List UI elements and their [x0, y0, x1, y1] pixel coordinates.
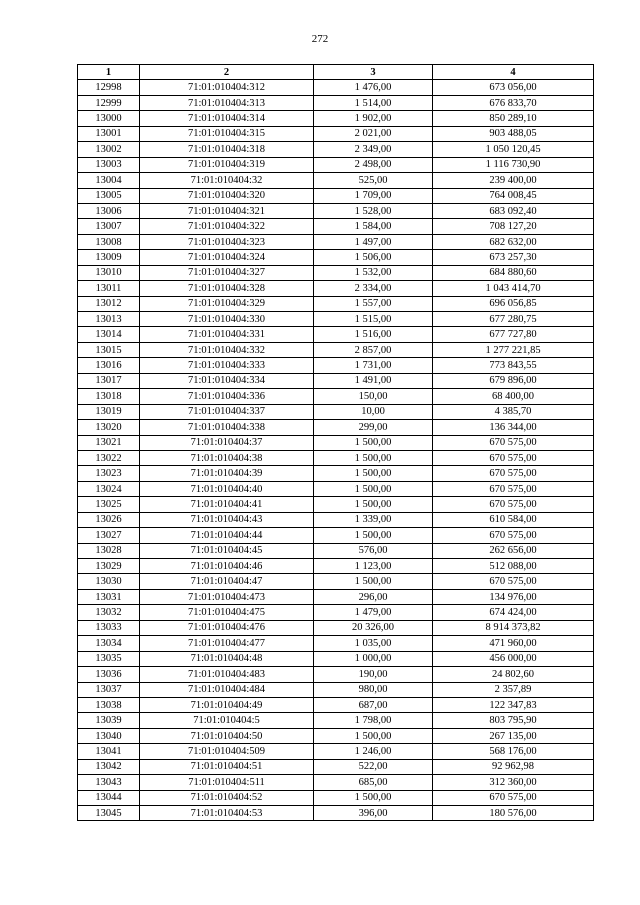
cadastral-value-cell: 122 347,83: [433, 697, 594, 712]
row-number-cell: 13020: [78, 420, 140, 435]
cadastral-number-cell: 71:01:010404:38: [140, 450, 314, 465]
cadastral-value-cell: 24 802,60: [433, 667, 594, 682]
row-number-cell: 13021: [78, 435, 140, 450]
area-cell: 396,00: [314, 806, 433, 821]
cadastral-value-cell: 471 960,00: [433, 636, 594, 651]
row-number-cell: 13017: [78, 373, 140, 388]
table-row: [78, 512, 594, 527]
cadastral-value-cell: 708 127,20: [433, 219, 594, 234]
cadastral-number-cell: 71:01:010404:315: [140, 126, 314, 141]
cadastral-number-cell: 71:01:010404:5: [140, 713, 314, 728]
header-row: [78, 65, 594, 80]
cadastral-number-cell: 71:01:010404:324: [140, 250, 314, 265]
area-cell: 687,00: [314, 697, 433, 712]
area-cell: 150,00: [314, 389, 433, 404]
cadastral-number-cell: 71:01:010404:41: [140, 497, 314, 512]
row-number-cell: 13037: [78, 682, 140, 697]
cadastral-value-cell: 92 962,98: [433, 759, 594, 774]
cadastral-number-cell: 71:01:010404:320: [140, 188, 314, 203]
cadastral-value-cell: 696 056,85: [433, 296, 594, 311]
area-cell: 1 798,00: [314, 713, 433, 728]
row-number-cell: 13028: [78, 543, 140, 558]
cadastral-value-cell: 684 880,60: [433, 265, 594, 280]
table-row: [78, 80, 594, 95]
cadastral-number-cell: 71:01:010404:39: [140, 466, 314, 481]
table-row: [78, 528, 594, 543]
row-number-cell: 13000: [78, 111, 140, 126]
table-row: [78, 636, 594, 651]
cadastral-value-cell: 68 400,00: [433, 389, 594, 404]
row-number-cell: 13005: [78, 188, 140, 203]
row-number-cell: 13043: [78, 775, 140, 790]
table-row: [78, 281, 594, 296]
area-cell: 1 500,00: [314, 728, 433, 743]
table-row: [78, 481, 594, 496]
area-cell: 1 902,00: [314, 111, 433, 126]
cadastral-number-cell: 71:01:010404:48: [140, 651, 314, 666]
cadastral-value-cell: 239 400,00: [433, 173, 594, 188]
cadastral-value-cell: 670 575,00: [433, 450, 594, 465]
cadastral-value-cell: 136 344,00: [433, 420, 594, 435]
area-cell: 1 532,00: [314, 265, 433, 280]
area-cell: 1 500,00: [314, 435, 433, 450]
table-row: [78, 126, 594, 141]
cadastral-number-cell: 71:01:010404:332: [140, 342, 314, 357]
row-number-cell: 13003: [78, 157, 140, 172]
row-number-cell: 13044: [78, 790, 140, 805]
area-cell: 1 500,00: [314, 481, 433, 496]
cadastral-value-cell: 673 056,00: [433, 80, 594, 95]
cadastral-number-cell: 71:01:010404:327: [140, 265, 314, 280]
cadastral-number-cell: 71:01:010404:483: [140, 667, 314, 682]
area-cell: 1 476,00: [314, 80, 433, 95]
area-cell: 1 035,00: [314, 636, 433, 651]
area-cell: 2 349,00: [314, 142, 433, 157]
area-cell: 1 515,00: [314, 312, 433, 327]
area-cell: 190,00: [314, 667, 433, 682]
cadastral-value-cell: 677 280,75: [433, 312, 594, 327]
table-row: [78, 435, 594, 450]
area-cell: 1 731,00: [314, 358, 433, 373]
cadastral-value-cell: 677 727,80: [433, 327, 594, 342]
table-row: [78, 95, 594, 110]
cadastral-value-cell: 670 575,00: [433, 528, 594, 543]
area-cell: 20 326,00: [314, 620, 433, 635]
area-cell: 1 584,00: [314, 219, 433, 234]
row-number-cell: 13002: [78, 142, 140, 157]
cadastral-value-cell: 512 088,00: [433, 559, 594, 574]
row-number-cell: 13001: [78, 126, 140, 141]
table-row: [78, 697, 594, 712]
cadastral-value-cell: 568 176,00: [433, 744, 594, 759]
area-cell: 1 557,00: [314, 296, 433, 311]
table-row: [78, 589, 594, 604]
table-row: [78, 142, 594, 157]
row-number-cell: 13038: [78, 697, 140, 712]
row-number-cell: 13007: [78, 219, 140, 234]
table-row: [78, 373, 594, 388]
cadastral-number-cell: 71:01:010404:328: [140, 281, 314, 296]
cadastral-number-cell: 71:01:010404:333: [140, 358, 314, 373]
column-header-3: 3: [314, 65, 433, 80]
table-row: [78, 265, 594, 280]
cadastral-number-cell: 71:01:010404:49: [140, 697, 314, 712]
cadastral-number-cell: 71:01:010404:45: [140, 543, 314, 558]
area-cell: 980,00: [314, 682, 433, 697]
cadastral-number-cell: 71:01:010404:336: [140, 389, 314, 404]
row-number-cell: 13008: [78, 234, 140, 249]
cadastral-number-cell: 71:01:010404:37: [140, 435, 314, 450]
table-row: [78, 420, 594, 435]
cadastral-value-cell: 670 575,00: [433, 790, 594, 805]
cadastral-number-cell: 71:01:010404:318: [140, 142, 314, 157]
cadastral-number-cell: 71:01:010404:338: [140, 420, 314, 435]
cadastral-value-cell: 670 575,00: [433, 435, 594, 450]
area-cell: 1 123,00: [314, 559, 433, 574]
table-row: [78, 543, 594, 558]
cadastral-value-cell: 670 575,00: [433, 574, 594, 589]
row-number-cell: 13030: [78, 574, 140, 589]
cadastral-value-cell: 679 896,00: [433, 373, 594, 388]
cadastral-value-cell: 683 092,40: [433, 203, 594, 218]
area-cell: 1 500,00: [314, 528, 433, 543]
area-cell: 1 500,00: [314, 450, 433, 465]
area-cell: 522,00: [314, 759, 433, 774]
row-number-cell: 13035: [78, 651, 140, 666]
cadastral-number-cell: 71:01:010404:40: [140, 481, 314, 496]
cadastral-number-cell: 71:01:010404:46: [140, 559, 314, 574]
table-row: [78, 790, 594, 805]
table-row: [78, 203, 594, 218]
row-number-cell: 13004: [78, 173, 140, 188]
table-row: [78, 574, 594, 589]
row-number-cell: 13011: [78, 281, 140, 296]
row-number-cell: 13033: [78, 620, 140, 635]
table-row: [78, 173, 594, 188]
table-row: [78, 296, 594, 311]
cadastral-value-cell: 267 135,00: [433, 728, 594, 743]
area-cell: 1 709,00: [314, 188, 433, 203]
row-number-cell: 13019: [78, 404, 140, 419]
table-row: [78, 759, 594, 774]
row-number-cell: 13040: [78, 728, 140, 743]
area-cell: 1 500,00: [314, 574, 433, 589]
cadastral-value-cell: 456 000,00: [433, 651, 594, 666]
cadastral-value-cell: 4 385,70: [433, 404, 594, 419]
table-row: [78, 559, 594, 574]
area-cell: 1 516,00: [314, 327, 433, 342]
table-row: [78, 342, 594, 357]
cadastral-number-cell: 71:01:010404:32: [140, 173, 314, 188]
cadastral-number-cell: 71:01:010404:314: [140, 111, 314, 126]
row-number-cell: 13029: [78, 559, 140, 574]
row-number-cell: 13031: [78, 589, 140, 604]
area-cell: 685,00: [314, 775, 433, 790]
column-header-1: 1: [78, 65, 140, 80]
cadastral-number-cell: 71:01:010404:50: [140, 728, 314, 743]
cadastral-value-cell: 1 043 414,70: [433, 281, 594, 296]
row-number-cell: 12999: [78, 95, 140, 110]
cadastral-value-cell: 610 584,00: [433, 512, 594, 527]
row-number-cell: 13006: [78, 203, 140, 218]
row-number-cell: 13041: [78, 744, 140, 759]
column-header-2: 2: [140, 65, 314, 80]
row-number-cell: 13024: [78, 481, 140, 496]
row-number-cell: 13018: [78, 389, 140, 404]
cadastral-value-cell: 682 632,00: [433, 234, 594, 249]
area-cell: 576,00: [314, 543, 433, 558]
table-row: [78, 682, 594, 697]
cadastral-number-cell: 71:01:010404:329: [140, 296, 314, 311]
cadastral-number-cell: 71:01:010404:322: [140, 219, 314, 234]
area-cell: 1 479,00: [314, 605, 433, 620]
cadastral-number-cell: 71:01:010404:331: [140, 327, 314, 342]
area-cell: 2 334,00: [314, 281, 433, 296]
cadastral-number-cell: 71:01:010404:484: [140, 682, 314, 697]
row-number-cell: 13034: [78, 636, 140, 651]
cadastral-value-cell: 2 357,89: [433, 682, 594, 697]
cadastral-number-cell: 71:01:010404:44: [140, 528, 314, 543]
cadastral-number-cell: 71:01:010404:312: [140, 80, 314, 95]
table-body: [78, 80, 594, 821]
table-row: [78, 713, 594, 728]
cadastral-value-table: [77, 64, 594, 821]
table-row: [78, 157, 594, 172]
row-number-cell: 13010: [78, 265, 140, 280]
cadastral-value-cell: 674 424,00: [433, 605, 594, 620]
area-cell: 1 500,00: [314, 790, 433, 805]
table-row: [78, 450, 594, 465]
cadastral-value-cell: 676 833,70: [433, 95, 594, 110]
cadastral-value-cell: 903 488,05: [433, 126, 594, 141]
table-row: [78, 234, 594, 249]
page-number: 272: [311, 33, 329, 45]
cadastral-number-cell: 71:01:010404:330: [140, 312, 314, 327]
cadastral-number-cell: 71:01:010404:43: [140, 512, 314, 527]
table-row: [78, 327, 594, 342]
row-number-cell: 13013: [78, 312, 140, 327]
cadastral-value-cell: 673 257,30: [433, 250, 594, 265]
table-row: [78, 728, 594, 743]
cadastral-number-cell: 71:01:010404:51: [140, 759, 314, 774]
area-cell: 2 857,00: [314, 342, 433, 357]
area-cell: 1 514,00: [314, 95, 433, 110]
table-row: [78, 389, 594, 404]
table-row: [78, 775, 594, 790]
table-row: [78, 404, 594, 419]
table-row: [78, 250, 594, 265]
cadastral-number-cell: 71:01:010404:473: [140, 589, 314, 604]
cadastral-number-cell: 71:01:010404:337: [140, 404, 314, 419]
row-number-cell: 13036: [78, 667, 140, 682]
row-number-cell: 13022: [78, 450, 140, 465]
cadastral-number-cell: 71:01:010404:511: [140, 775, 314, 790]
row-number-cell: 13025: [78, 497, 140, 512]
area-cell: 1 491,00: [314, 373, 433, 388]
area-cell: 2 498,00: [314, 157, 433, 172]
cadastral-value-cell: 850 289,10: [433, 111, 594, 126]
area-cell: 1 339,00: [314, 512, 433, 527]
cadastral-value-cell: 670 575,00: [433, 466, 594, 481]
row-number-cell: 13015: [78, 342, 140, 357]
area-cell: 1 000,00: [314, 651, 433, 666]
table-row: [78, 667, 594, 682]
cadastral-number-cell: 71:01:010404:53: [140, 806, 314, 821]
column-header-4: 4: [433, 65, 594, 80]
table-row: [78, 312, 594, 327]
area-cell: 2 021,00: [314, 126, 433, 141]
area-cell: 1 246,00: [314, 744, 433, 759]
table-row: [78, 466, 594, 481]
cadastral-value-cell: 180 576,00: [433, 806, 594, 821]
row-number-cell: 13009: [78, 250, 140, 265]
row-number-cell: 13012: [78, 296, 140, 311]
cadastral-number-cell: 71:01:010404:509: [140, 744, 314, 759]
table-row: [78, 188, 594, 203]
table-row: [78, 219, 594, 234]
cadastral-value-cell: 8 914 373,82: [433, 620, 594, 635]
row-number-cell: 13016: [78, 358, 140, 373]
table-row: [78, 497, 594, 512]
area-cell: 1 528,00: [314, 203, 433, 218]
row-number-cell: 13032: [78, 605, 140, 620]
area-cell: 299,00: [314, 420, 433, 435]
row-number-cell: 13026: [78, 512, 140, 527]
table-header: [78, 65, 594, 80]
row-number-cell: 13042: [78, 759, 140, 774]
cadastral-value-cell: 262 656,00: [433, 543, 594, 558]
table-row: [78, 651, 594, 666]
area-cell: 525,00: [314, 173, 433, 188]
row-number-cell: 13039: [78, 713, 140, 728]
table-row: [78, 358, 594, 373]
cadastral-value-cell: 773 843,55: [433, 358, 594, 373]
cadastral-number-cell: 71:01:010404:475: [140, 605, 314, 620]
cadastral-value-cell: 803 795,90: [433, 713, 594, 728]
cadastral-value-cell: 1 050 120,45: [433, 142, 594, 157]
area-cell: 1 497,00: [314, 234, 433, 249]
cadastral-value-cell: 312 360,00: [433, 775, 594, 790]
cadastral-number-cell: 71:01:010404:321: [140, 203, 314, 218]
table-row: [78, 744, 594, 759]
row-number-cell: 13023: [78, 466, 140, 481]
cadastral-number-cell: 71:01:010404:47: [140, 574, 314, 589]
cadastral-value-cell: 764 008,45: [433, 188, 594, 203]
row-number-cell: 13014: [78, 327, 140, 342]
area-cell: 10,00: [314, 404, 433, 419]
cadastral-value-cell: 1 116 730,90: [433, 157, 594, 172]
cadastral-value-cell: 1 277 221,85: [433, 342, 594, 357]
area-cell: 1 500,00: [314, 497, 433, 512]
cadastral-number-cell: 71:01:010404:323: [140, 234, 314, 249]
cadastral-value-cell: 670 575,00: [433, 497, 594, 512]
cadastral-number-cell: 71:01:010404:477: [140, 636, 314, 651]
area-cell: 1 500,00: [314, 466, 433, 481]
row-number-cell: 13027: [78, 528, 140, 543]
cadastral-number-cell: 71:01:010404:319: [140, 157, 314, 172]
row-number-cell: 12998: [78, 80, 140, 95]
table-row: [78, 111, 594, 126]
table-row: [78, 806, 594, 821]
area-cell: 296,00: [314, 589, 433, 604]
cadastral-number-cell: 71:01:010404:334: [140, 373, 314, 388]
table-row: [78, 620, 594, 635]
cadastral-number-cell: 71:01:010404:476: [140, 620, 314, 635]
cadastral-value-cell: 134 976,00: [433, 589, 594, 604]
cadastral-number-cell: 71:01:010404:313: [140, 95, 314, 110]
table-row: [78, 605, 594, 620]
area-cell: 1 506,00: [314, 250, 433, 265]
row-number-cell: 13045: [78, 806, 140, 821]
cadastral-value-cell: 670 575,00: [433, 481, 594, 496]
cadastral-number-cell: 71:01:010404:52: [140, 790, 314, 805]
